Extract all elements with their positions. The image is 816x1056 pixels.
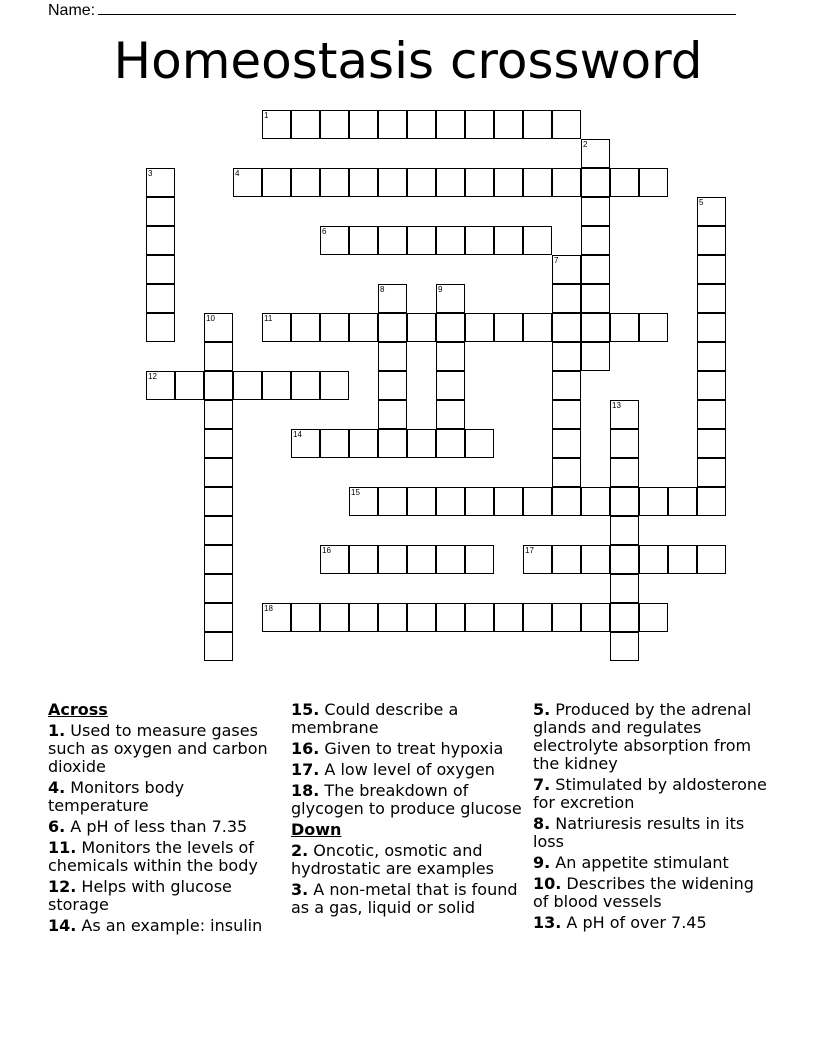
grid-cell[interactable] [581,313,610,342]
grid-cell[interactable] [639,168,668,197]
clue-item [48,818,273,836]
grid-cell[interactable] [465,487,494,516]
grid-cell[interactable] [494,487,523,516]
clue-item-number: 18. [291,781,320,800]
clue-item-text: The breakdown of glycogen to produce glucose [291,781,522,818]
name-label: Name: [48,2,96,19]
grid-cell[interactable] [697,342,726,371]
grid-cell[interactable] [523,603,552,632]
grid-cell[interactable] [436,603,465,632]
grid-cell[interactable] [552,168,581,197]
clue-item-text: Describes the widening of blood vessels [533,874,754,911]
clue-number: 11 [264,314,273,323]
clue-number: 1 [264,111,269,120]
grid-cell[interactable] [465,168,494,197]
clue-number: 14 [293,430,302,439]
clue-item [291,842,526,878]
grid-cell[interactable] [204,458,233,487]
grid-cell[interactable] [320,168,349,197]
grid-cell[interactable] [320,313,349,342]
clue-item-text: Oncotic, osmotic and hydrostatic are examples [291,841,494,878]
clue-item [291,761,526,779]
grid-cell[interactable] [407,226,436,255]
clue-item-number: 3. [291,880,309,899]
grid-cell[interactable] [349,429,378,458]
grid-cell[interactable] [581,197,610,226]
grid-cell[interactable] [523,545,552,574]
grid-cell[interactable] [204,632,233,661]
grid-cell[interactable] [610,458,639,487]
clue-item-text: Stimulated by aldosterone for excretion [533,775,767,812]
grid-cell[interactable] [494,226,523,255]
clue-item [533,776,773,812]
clue-number: 10 [206,314,215,323]
grid-cell[interactable] [610,545,639,574]
grid-cell[interactable] [581,603,610,632]
grid-cell[interactable] [146,168,175,197]
grid-cell[interactable] [349,313,378,342]
grid-cell[interactable] [436,545,465,574]
grid-cell[interactable] [494,110,523,139]
grid-cell[interactable] [639,603,668,632]
grid-cell[interactable] [349,545,378,574]
grid-cell[interactable] [146,371,175,400]
clue-item [291,740,526,758]
clue-item [291,881,526,917]
grid-cell[interactable] [610,313,639,342]
grid-cell[interactable] [552,487,581,516]
grid-cell[interactable] [552,400,581,429]
grid-cell[interactable] [320,371,349,400]
clue-item-text: Produced by the adrenal glands and regulates electrolyte absorption from the kidney [533,700,752,773]
clue-number: 6 [322,227,327,236]
grid-cell[interactable] [697,487,726,516]
grid-cell[interactable] [436,284,465,313]
clue-item [291,701,526,737]
grid-cell[interactable] [668,487,697,516]
clue-item-number: 12. [48,877,77,896]
grid-cell[interactable] [610,168,639,197]
grid-cell[interactable] [552,458,581,487]
grid-cell[interactable] [581,487,610,516]
grid-cell[interactable] [378,110,407,139]
grid-cell[interactable] [581,139,610,168]
grid-cell[interactable] [262,168,291,197]
grid-cell[interactable] [552,429,581,458]
grid-cell[interactable] [378,342,407,371]
grid-cell[interactable] [320,226,349,255]
grid-cell[interactable] [378,545,407,574]
clue-item-text: Could describe a membrane [291,700,459,737]
grid-cell[interactable] [291,313,320,342]
grid-cell[interactable] [291,110,320,139]
grid-cell[interactable] [349,110,378,139]
grid-cell[interactable] [378,371,407,400]
clue-item [533,815,773,851]
grid-cell[interactable] [146,197,175,226]
grid-cell[interactable] [436,371,465,400]
grid-cell[interactable] [581,168,610,197]
grid-cell[interactable] [552,371,581,400]
clue-item-text: A non-metal that is found as a gas, liquid or solid [291,880,518,917]
grid-cell[interactable] [552,313,581,342]
grid-cell[interactable] [262,313,291,342]
clue-item-number: 8. [533,814,551,833]
grid-cell[interactable] [465,313,494,342]
clue-number: 2 [583,140,588,149]
grid-cell[interactable] [581,545,610,574]
grid-cell[interactable] [204,371,233,400]
grid-cell[interactable] [204,487,233,516]
grid-cell[interactable] [146,313,175,342]
grid-cell[interactable] [465,226,494,255]
grid-cell[interactable] [581,255,610,284]
clue-number: 16 [322,546,331,555]
clue-item [291,782,526,818]
clue-item-number: 9. [533,853,551,872]
grid-cell[interactable] [349,603,378,632]
clue-heading: Down [291,820,342,839]
grid-cell[interactable] [639,313,668,342]
grid-cell[interactable] [697,255,726,284]
grid-cell[interactable] [204,545,233,574]
grid-cell[interactable] [610,574,639,603]
grid-cell[interactable] [523,313,552,342]
grid-cell[interactable] [204,603,233,632]
clue-item-text: An appetite stimulant [550,853,729,872]
grid-cell[interactable] [523,168,552,197]
grid-cell[interactable] [378,226,407,255]
grid-cell[interactable] [436,168,465,197]
grid-cell[interactable] [581,342,610,371]
grid-cell[interactable] [407,168,436,197]
grid-cell[interactable] [552,110,581,139]
grid-cell[interactable] [320,110,349,139]
grid-cell[interactable] [407,603,436,632]
grid-cell[interactable] [697,400,726,429]
clue-item-number: 4. [48,778,66,797]
grid-cell[interactable] [146,226,175,255]
clue-item-number: 14. [48,916,77,935]
grid-cell[interactable] [581,226,610,255]
grid-cell[interactable] [465,545,494,574]
clue-number: 5 [699,198,704,207]
grid-cell[interactable] [552,603,581,632]
grid-cell[interactable] [204,574,233,603]
clue-item-text: Helps with glucose storage [48,877,232,914]
grid-cell[interactable] [610,632,639,661]
clue-item-text: Natriuresis results in its loss [533,814,745,851]
clue-item-number: 6. [48,817,66,836]
clue-item [48,839,273,875]
grid-cell[interactable] [523,487,552,516]
grid-cell[interactable] [639,545,668,574]
grid-cell[interactable] [320,429,349,458]
clue-item [533,875,773,911]
grid-cell[interactable] [436,226,465,255]
grid-cell[interactable] [639,487,668,516]
grid-cell[interactable] [146,255,175,284]
grid-cell[interactable] [697,197,726,226]
clue-item-text: Monitors body temperature [48,778,185,815]
grid-cell[interactable] [204,400,233,429]
grid-cell[interactable] [610,400,639,429]
grid-cell[interactable] [378,400,407,429]
grid-cell[interactable] [291,168,320,197]
grid-cell[interactable] [697,313,726,342]
grid-cell[interactable] [407,110,436,139]
clue-item [48,722,273,776]
clue-number: 17 [525,546,534,555]
grid-cell[interactable] [697,458,726,487]
grid-cell[interactable] [581,284,610,313]
grid-cell[interactable] [465,429,494,458]
grid-cell[interactable] [552,284,581,313]
clue-number: 15 [351,488,360,497]
grid-cell[interactable] [697,371,726,400]
grid-cell[interactable] [349,226,378,255]
grid-cell[interactable] [262,110,291,139]
clue-item-text: Used to measure gases such as oxygen and carbon dioxide [48,721,268,776]
clue-item-text: Monitors the levels of chemicals within the body [48,838,258,875]
clue-column-3 [533,701,773,935]
clue-item-text: As an example: insulin [76,916,263,935]
grid-cell[interactable] [320,603,349,632]
clue-number: 13 [612,401,621,410]
clue-item [48,917,273,935]
clue-item-number: 15. [291,700,320,719]
grid-cell[interactable] [523,226,552,255]
grid-cell[interactable] [494,313,523,342]
grid-cell[interactable] [291,429,320,458]
grid-cell[interactable] [697,429,726,458]
clue-item [533,914,773,932]
clue-item-number: 13. [533,913,562,932]
grid-cell[interactable] [233,168,262,197]
grid-cell[interactable] [697,284,726,313]
clue-item [533,854,773,872]
clue-number: 3 [148,169,153,178]
grid-cell[interactable] [523,110,552,139]
grid-cell[interactable] [407,545,436,574]
clue-number: 12 [148,372,157,381]
grid-cell[interactable] [465,110,494,139]
grid-cell[interactable] [552,545,581,574]
clue-item-text: Given to treat hypoxia [319,739,504,758]
page-title: Homeostasis crossword [113,32,703,90]
clue-item [533,701,773,773]
clue-number: 18 [264,604,273,613]
grid-cell[interactable] [378,284,407,313]
grid-cell[interactable] [436,487,465,516]
clue-item [48,878,273,914]
clue-number: 8 [380,285,385,294]
clue-item-number: 16. [291,739,320,758]
clue-item-number: 17. [291,760,320,779]
clue-number: 9 [438,285,443,294]
grid-cell[interactable] [465,603,494,632]
grid-cell[interactable] [378,429,407,458]
grid-cell[interactable] [262,371,291,400]
grid-cell[interactable] [378,603,407,632]
grid-cell[interactable] [175,371,204,400]
grid-cell[interactable] [494,603,523,632]
grid-cell[interactable] [378,168,407,197]
grid-cell[interactable] [697,545,726,574]
grid-cell[interactable] [146,284,175,313]
grid-cell[interactable] [407,487,436,516]
clue-item-number: 2. [291,841,309,860]
clue-number: 7 [554,256,559,265]
clue-item-number: 5. [533,700,551,719]
grid-cell[interactable] [262,603,291,632]
grid-cell[interactable] [349,487,378,516]
clue-heading: Across [48,700,108,719]
clue-item-text: A pH of over 7.45 [561,913,707,932]
grid-cell[interactable] [610,487,639,516]
grid-cell[interactable] [320,545,349,574]
clue-number: 4 [235,169,240,178]
clue-item [48,779,273,815]
clue-column-2 [291,701,526,920]
grid-cell[interactable] [204,516,233,545]
grid-cell[interactable] [204,342,233,371]
grid-cell[interactable] [436,400,465,429]
grid-cell[interactable] [291,371,320,400]
grid-cell[interactable] [407,313,436,342]
grid-cell[interactable] [668,545,697,574]
clue-item-number: 11. [48,838,77,857]
grid-cell[interactable] [436,313,465,342]
clue-item-number: 10. [533,874,562,893]
grid-cell[interactable] [291,603,320,632]
grid-cell[interactable] [204,313,233,342]
grid-cell[interactable] [436,429,465,458]
grid-cell[interactable] [378,487,407,516]
clue-item-text: A pH of less than 7.35 [65,817,248,836]
grid-cell[interactable] [610,603,639,632]
clue-column-1 [48,701,273,938]
grid-cell[interactable] [494,168,523,197]
grid-cell[interactable] [552,342,581,371]
grid-cell[interactable] [349,168,378,197]
grid-cell[interactable] [436,342,465,371]
grid-cell[interactable] [697,226,726,255]
grid-cell[interactable] [407,429,436,458]
grid-cell[interactable] [552,255,581,284]
grid-cell[interactable] [204,429,233,458]
grid-cell[interactable] [233,371,262,400]
clue-item-number: 1. [48,721,66,740]
clue-item-text: A low level of oxygen [319,760,495,779]
grid-cell[interactable] [610,429,639,458]
grid-cell[interactable] [436,110,465,139]
grid-cell[interactable] [378,313,407,342]
grid-cell[interactable] [610,516,639,545]
clue-item-number: 7. [533,775,551,794]
